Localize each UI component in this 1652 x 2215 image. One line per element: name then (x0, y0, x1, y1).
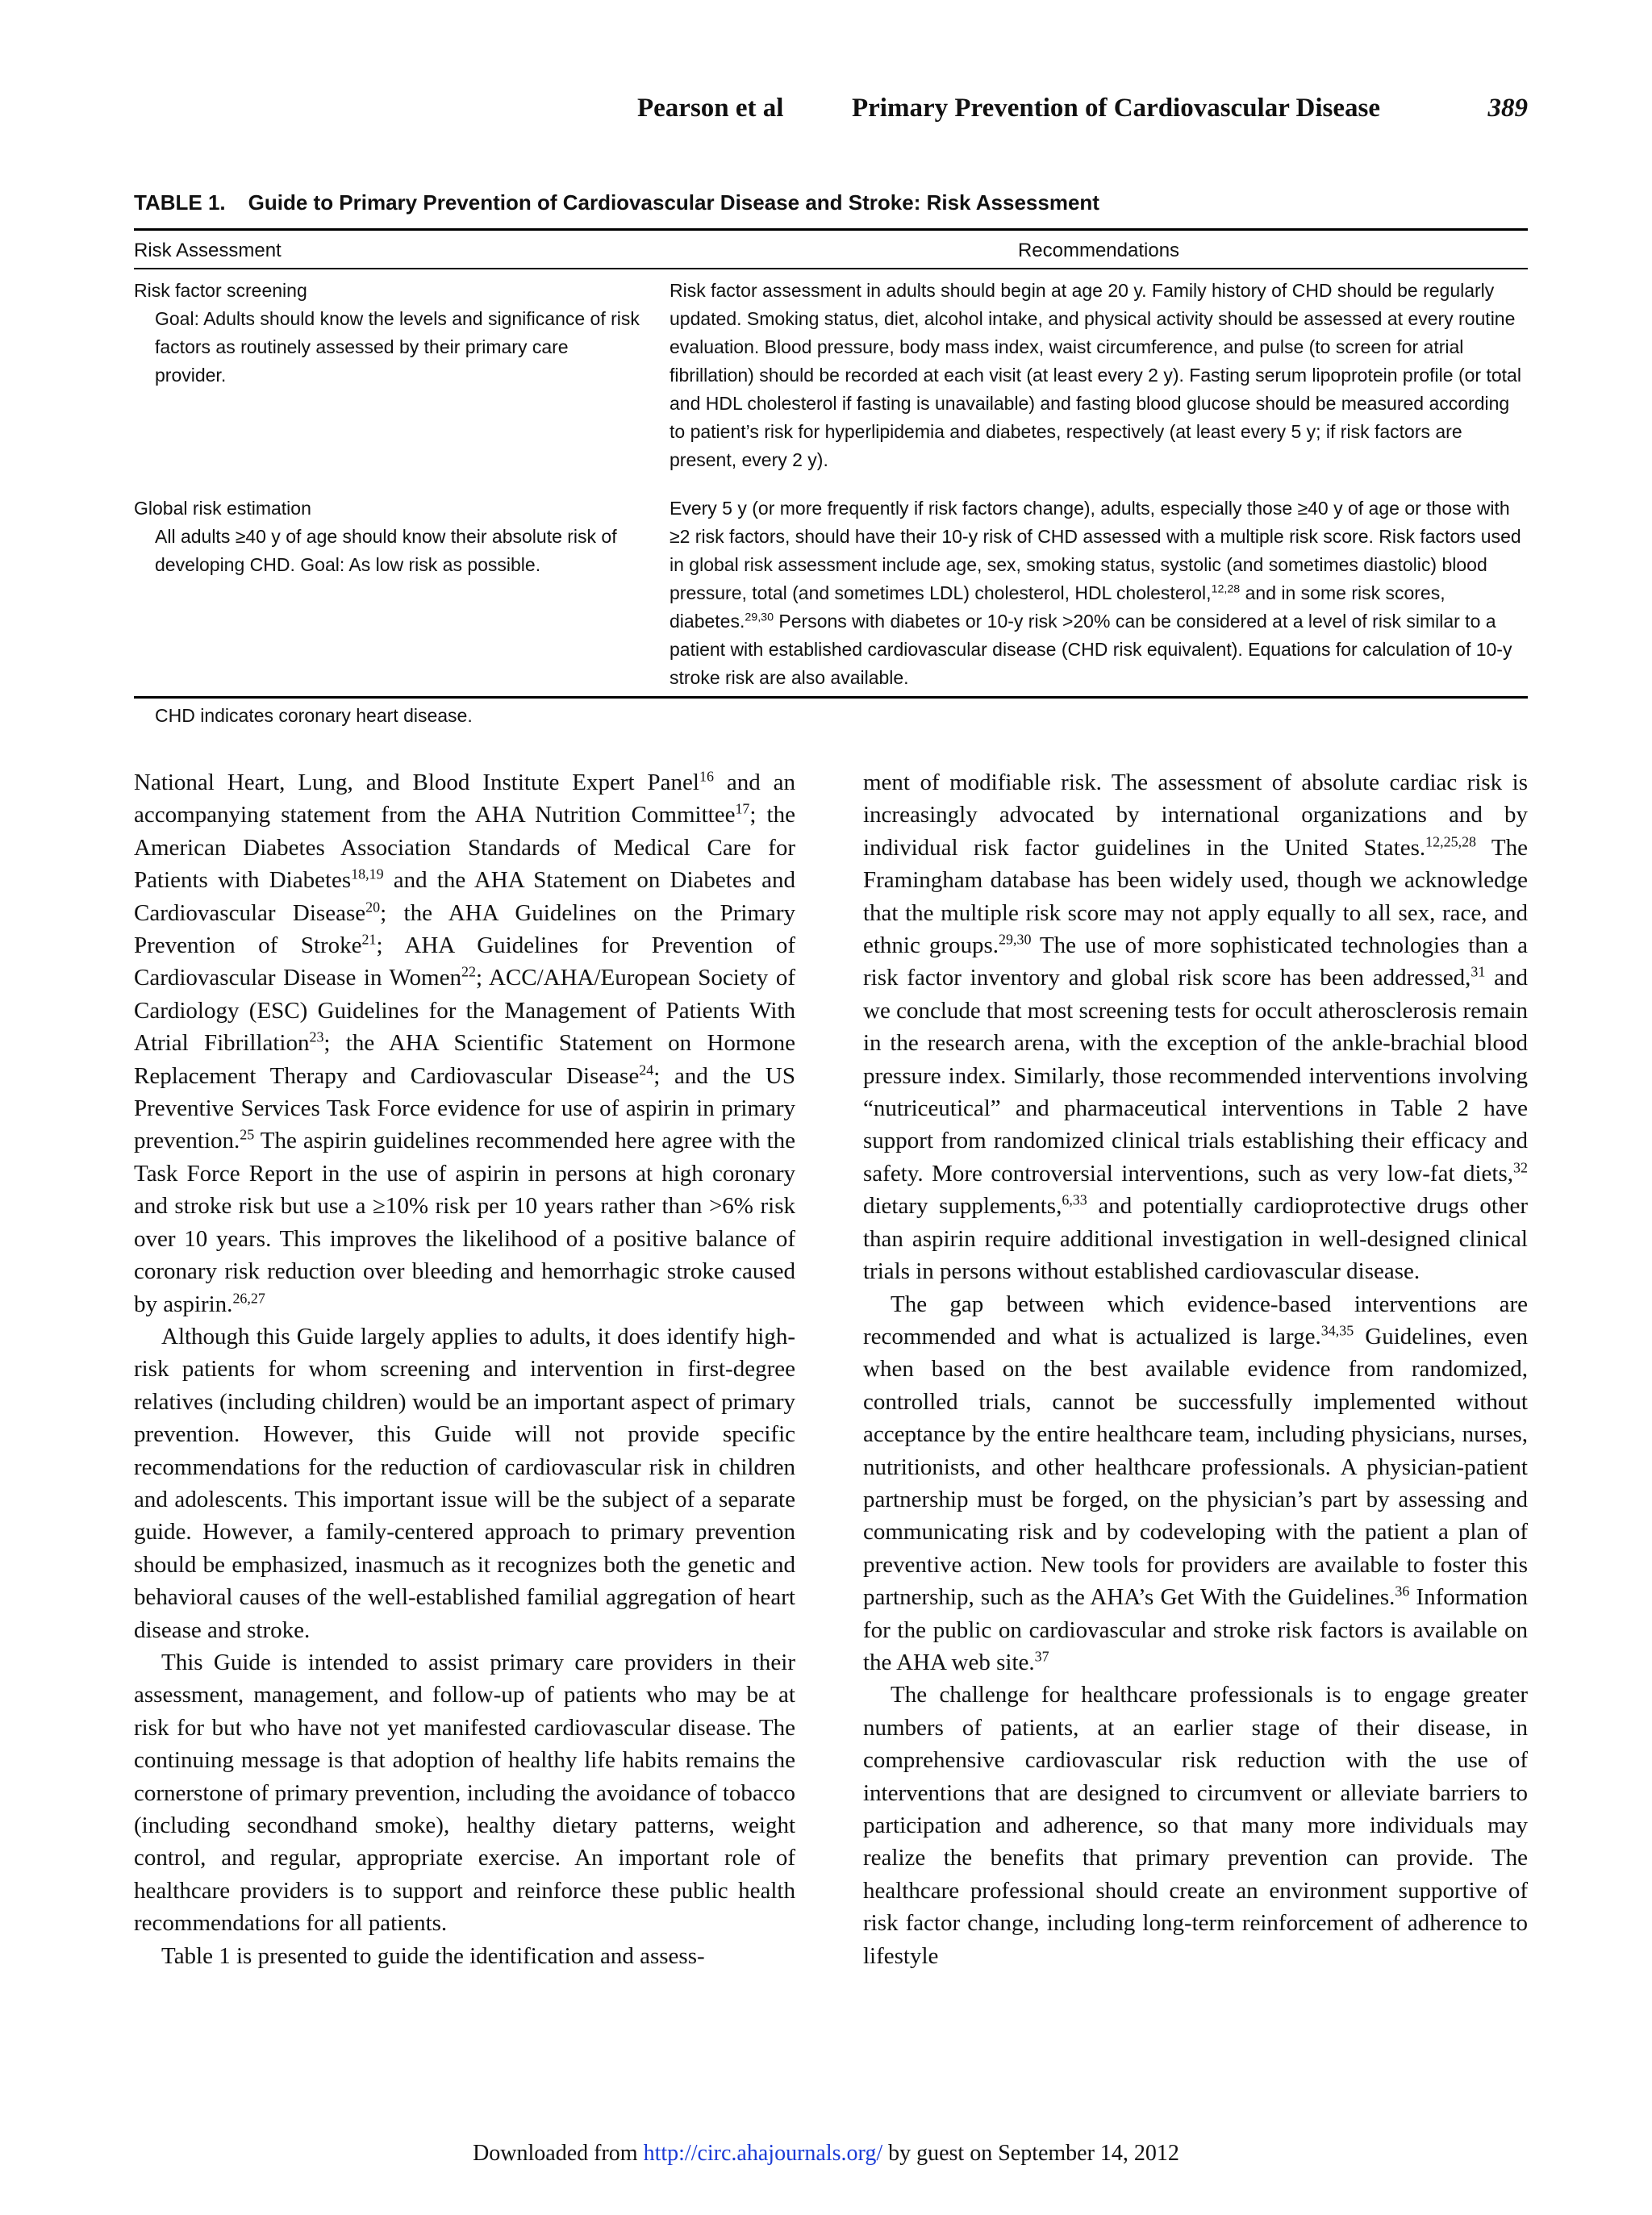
table-bottom-rule (134, 696, 1528, 699)
row-goal: Goal: Adults should know the levels and significance of risk factors as routinely assessed by their primary care provider. (155, 308, 640, 386)
citation: 36 (1395, 1583, 1410, 1600)
paragraph: ment of modifiable risk. The assessment of absolute cardiac risk is increasingly advocated by international organizations and by individual risk factor guidelines in the United States.$^{12,25,28}$ The Framingham database has been widely used, though we acknowledge that the multiple risk score may not apply equally to all sex, race, and ethnic groups.$^{29,30}$ The use of more sophisticated technologies than a risk factor inventory and global risk score has been addressed,$^{31}$ and we conclude that most screening tests for occult atherosclerosis remain in the research arena, with the exception of the ankle-brachial blood pressure index. Similarly, those recommended interventions involving “nutriceutical” and pharmaceutical interventions in Table 2 have support from randomized clinical trials establishing their efficacy and safety. More controversial interventions, such as very low-fat diets,$^{32}$ dietary supplements,$^{6,33}$ and potentially cardioprotective drugs other than aspirin require additional investigation in well-designed clinical trials in persons without established cardiovascular disease. (863, 770, 1529, 1285)
table-row-2-recommendation (670, 494, 1528, 692)
row-recommendation: Every 5 y (or more frequently if risk factors change), adults, especially those ≥40 y of age or those with ≥2 risk factors, should have their 10-y risk of CHD assessed with a multiple risk score. Risk factors used in global risk assessment include age, sex, smoking status, systolic (and sometimes diastolic) blood pressure, total (and sometimes LDL) cholesterol, HDL cholesterol,$^{12,28}$ and in some risk scores, diabetes.$^{29,30}$ Persons with diabetes or 10-y risk >20% can be considered at a level of risk similar to a patient with established cardiovascular disease (CHD risk equivalent). Equations for calculation of 10-y stroke risk are also available. (670, 498, 1521, 688)
citation: 16 (699, 768, 714, 785)
citation: 25 (240, 1126, 255, 1143)
table-footnote: CHD indicates coronary heart disease. (155, 705, 473, 726)
row-name: Global risk estimation (134, 498, 311, 519)
citation: 29,30 (745, 611, 774, 624)
citation: 31 (1471, 963, 1486, 980)
row-name: Risk factor screening (134, 280, 307, 301)
table-row-1-recommendation (670, 277, 1528, 474)
row-goal: All adults ≥40 y of age should know their absolute risk of developing CHD. Goal: As low risk as possible. (155, 526, 617, 575)
page-number: 389 (1487, 94, 1528, 123)
paragraph: Although this Guide largely applies to adults, it does identify high-risk patients for whom screening and intervention in first-degree relatives (including children) would be an important aspect of primary prevention. However, this Guide will not provide specific recommendations for the reduction of cardiovascular risk in children and adolescents. This important issue will be the subject of a separate guide. However, a family-centered approach to primary prevention should be emphasized, inasmuch as it recognizes both the genetic and behavioral causes of the well-established familial aggregation of heart disease and stroke. (134, 1323, 795, 1643)
body-column-left (134, 766, 795, 1972)
citation: 20 (365, 898, 381, 915)
citation: 6,33 (1062, 1191, 1087, 1208)
table-top-rule (134, 228, 1528, 231)
table-header-risk-assessment: Risk Assessment (134, 240, 282, 261)
citation: 17 (735, 800, 750, 817)
table-header-recommendations: Recommendations (1017, 240, 1180, 261)
citation: 26,27 (232, 1289, 265, 1306)
table-label: TABLE 1. (134, 190, 226, 215)
citation: 32 (1513, 1159, 1528, 1176)
paragraph: This Guide is intended to assist primary care providers in their assessment, management, and follow-up of patients who may be at risk for but who have not yet manifested cardiovascular disease. The continuing message is that adoption of healthy life habits remains the cornerstone of primary prevention, including the avoidance of tobacco (including secondhand smoke), healthy dietary patterns, weight control, and regular, appropriate exercise. An important role of healthcare providers is to support and reinforce these public health recommendations for all patients. (134, 1649, 795, 1937)
table-title: Guide to Primary Prevention of Cardiovascular Disease and Stroke: Risk Assessment (248, 190, 1099, 215)
citation: 24 (639, 1062, 654, 1078)
running-head-title: Primary Prevention of Cardiovascular Disease (852, 94, 1381, 123)
citation: 23 (309, 1028, 324, 1045)
running-head-author: Pearson et al (637, 94, 784, 123)
citation: 22 (461, 963, 476, 980)
running-head (134, 94, 1528, 134)
source-link[interactable]: http://circ.ahajournals.org/ (643, 2141, 883, 2166)
table-row-1-assessment (134, 277, 642, 390)
paragraph: The gap between which evidence-based interventions are recommended and what is actualized is large.$^{34,35}$ Guidelines, even when based on the best available evidence from randomized, controlled trials, cannot be successfully implemented without acceptance by the entire healthcare team, including physicians, nurses, nutritionists, and other healthcare professionals. A physician-patient partnership must be forged, on the physician’s part by assessing and communicating risk and by codeveloping with the patient a plan of preventive action. New tools for providers are available to foster this partnership, such as the AHA’s Get With the Guidelines.$^{36}$ Information for the public on cardiovascular and stroke risk factors is available on the AHA web site.$^{37}$ (863, 1291, 1528, 1675)
citation: 21 (361, 931, 377, 948)
table-header-rule (134, 268, 1528, 269)
table-row-2-assessment (134, 494, 642, 579)
download-notice: Downloaded from http://circ.ahajournals.org/ by guest on September 14, 2012 (473, 2141, 1179, 2166)
citation: 29,30 (999, 931, 1032, 948)
citation: 18,19 (351, 866, 384, 882)
citation: 12,28 (1211, 582, 1241, 596)
paragraph: Table 1 is presented to guide the identification and assess- (161, 1942, 705, 1969)
citation: 37 (1034, 1648, 1049, 1665)
paragraph: The challenge for healthcare professionals is to engage greater numbers of patients, at an earlier stage of their disease, in comprehensive cardiovascular risk reduction with the use of interventions that are designed to circumvent or alleviate barriers to participation and adherence, so that many more individuals may realize the benefits that primary prevention can provide. The healthcare professional should create an environment supportive of risk factor change, including long-term reinforcement of adherence to lifestyle (863, 1682, 1528, 1969)
table-caption (134, 190, 1528, 215)
row-recommendation: Risk factor assessment in adults should begin at age 20 y. Family history of CHD should be regularly updated. Smoking status, diet, alcohol intake, and physical activity should be assessed at every routine evaluation. Blood pressure, body mass index, waist circumference, and pulse (to screen for atrial fibrillation) should be recorded at each visit (at least every 2 y). Fasting serum lipoprotein profile (or total and HDL cholesterol if fasting is unavailable) and fasting blood glucose should be measured according to patient’s risk for hyperlipidemia and diabetes, respectively (at least every 5 y; if risk factors are present, every 2 y). (670, 280, 1521, 470)
paragraph: National Heart, Lung, and Blood Institute Expert Panel$^{16}$ and an accompanying statement from the AHA Nutrition Committee$^{17}$; the American Diabetes Association Standards of Medical Care for Patients with Diabetes$^{18,19}$ and the AHA Statement on Diabetes and Cardiovascular Disease$^{20}$; the AHA Guidelines on the Primary Prevention of Stroke$^{21}$; AHA Guidelines for Prevention of Cardiovascular Disease in Women$^{22}$; ACC/AHA/European Society of Cardiology (ESC) Guidelines for the Management of Patients With Atrial Fibrillation$^{23}$; the AHA Scientific Statement on Hormone Replacement Therapy and Cardiovascular Disease$^{24}$; and the US Preventive Services Task Force evidence for use of aspirin in primary prevention.$^{25}$ The aspirin guidelines recommended here agree with the Task Force Report in the use of aspirin in persons at high coronary and stroke risk but use a ≥10% risk per 10 years rather than >6% risk over 10 years. This improves the likelihood of a positive balance of coronary risk reduction over bleeding and hemorrhagic stroke caused by aspirin.$^{26,27}$ (134, 768, 796, 1317)
citation: 12,25,28 (1425, 833, 1477, 850)
body-column-right (863, 766, 1528, 1972)
citation: 34,35 (1320, 1322, 1354, 1339)
